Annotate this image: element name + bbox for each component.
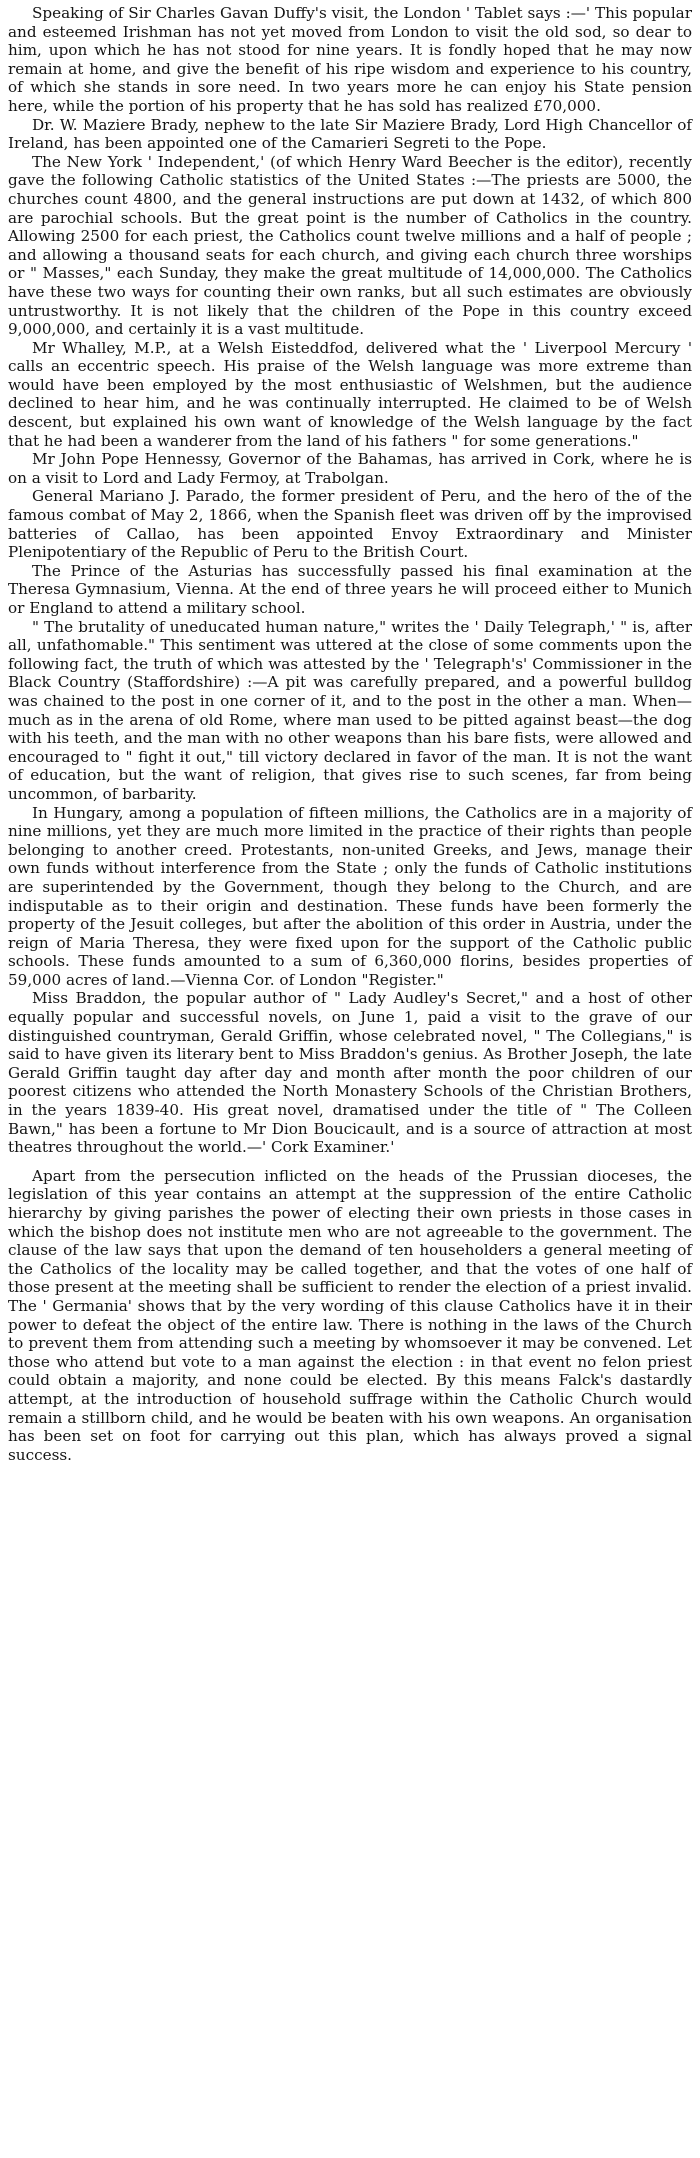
section-gap <box>8 1157 692 1167</box>
paragraph-hungary-catholics: In Hungary, among a population of fifteen millions, the Catholics are in a majority of nine millions, yet they are much more limited in the practice of their rights than people belonging to another creed. Protestants, non-united Greeks, and Jews, manage their own funds without interference from the State ; only the funds of Catholic institutions are superintended by the Government, though they belong to the Church, and are indisputable as to their origin and destination. These funds have been formerly the property of the Jesuit colleges, but after the abolition of this order in Austria, under the reign of Maria Theresa, they were fixed upon for the support of the Catholic public schools. These funds amounted to a sum of 6,360,000 florins, besides properties of 59,000 acres of land.—Vienna Cor. of London "Register." <box>8 803 692 989</box>
paragraph-brutality: " The brutality of uneducated human nature," writes the ' Daily Telegraph,' " is, after all, unfathomable." This sentiment was uttered at the close of some comments upon the following fact, the truth of which was attested by the ' Telegraph's' Commissioner in the Black Country (Staffordshire) :—A pit was carefully prepared, and a powerful bulldog was chained to the post in one corner of it, and to the post in the other a man. When—much as in the arena of old Rome, where man used to be pitted against beast—the dog with his teeth, and the man with no other weapons than his bare fists, were allowed and encouraged to " fight it out," till victory declared in favor of the man. It is not the want of education, but the want of religion, that gives rise to such scenes, far from being uncommon, of barbarity. <box>8 617 692 803</box>
paragraph-whalley-speech: Mr Whalley, M.P., at a Welsh Eisteddfod, delivered what the ' Liverpool Mercury ' calls an eccentric speech. His praise of the Welsh language was more extreme than would have been employed by the most enthusiastic of Welshmen, but the audience declined to hear him, and he was continually interrupted. He claimed to be of Welsh descent, but explained his own want of knowledge of the Welsh language by the fact that he had been a wanderer from the land of his fathers " for some generations." <box>8 338 692 450</box>
paragraph-prince-asturias: The Prince of the Asturias has successfully passed his final examination at the Theresa Gymnasium, Vienna. At the end of three years he will proceed either to Munich or England to attend a military school. <box>8 561 692 617</box>
paragraph-parado-envoy: General Mariano J. Parado, the former president of Peru, and the hero of the of the famous combat of May 2, 1866, when the Spanish fleet was driven off by the improvised batteries of Callao, has been appointed Envoy Extraordinary and Minister Plenipotentiary of the Republic of Peru to the British Court. <box>8 487 692 562</box>
paragraph-pope-hennessy: Mr John Pope Hennessy, Governor of the Bahamas, has arrived in Cork, where he is on a visit to Lord and Lady Fermoy, at Trabolgan. <box>8 450 692 487</box>
paragraph-miss-braddon: Miss Braddon, the popular author of " Lady Audley's Secret," and a host of other equally popular and successful novels, on June 1, paid a visit to the grave of our distinguished countryman, Gerald Griffin, whose celebrated novel, " The Collegians," is said to have given its literary bent to Miss Braddon's genius. As Brother Joseph, the late Gerald Griffin taught day after day and month after month the poor children of our poorest citizens who attended the North Monastery Schools of the Christian Brothers, in the years 1839-40. His great novel, dramatised under the title of " The Colleen Bawn," has been a fortune to Mr Dion Boucicault, and is a source of attraction at most theatres throughout the world.—' Cork Examiner.' <box>8 989 692 1157</box>
paragraph-duffy-visit: Speaking of Sir Charles Gavan Duffy's visit, the London ' Tablet says :—' This popular and esteemed Irishman has not yet moved from London to visit the old sod, so dear to him, upon which he has not stood for nine years. It is fondly hoped that he may now remain at home, and give the benefit of his ripe wisdom and experience to his country, of which she stands in sore need. In two years more he can enjoy his State pension here, while the portion of his property that he has sold has realized £70,000. <box>8 4 692 115</box>
paragraph-catholic-statistics: The New York ' Independent,' (of which Henry Ward Beecher is the editor), recently gave the following Catholic statistics of the United States :—The priests are 5000, the churches count 4800, and the general instructions are put down at 1432, of which 800 are parochial schools. But the great point is the number of Catholics in the country. Allowing 2500 for each priest, the Catholics count twelve millions and a half of people ; and allowing a thousand seats for each church, and giving each church three worships or " Masses," each Sunday, they make the great multitude of 14,000,000. The Catholics have these two ways for counting their own ranks, but all such estimates are obviously untrustworthy. It is not likely that the children of the Pope in this country exceed 9,000,000, and certainly it is a vast multitude. <box>8 152 692 339</box>
paragraph-prussian-dioceses: Apart from the persecution inflicted on the heads of the Prussian dioceses, the legislation of this year contains an attempt at the suppression of the entire Catholic hierarchy by giving parishes the power of electing their own priests in those cases in which the bishop does not institute men who are not agreeable to the government. The clause of the law says that upon the demand of ten householders a general meeting of the Catholics of the locality may be called together, and that the votes of one half of those present at the meeting shall be sufficient to render the election of a priest invalid. The ' Germania' shows that by the very wording of this clause Catholics have it in their power to defeat the object of the entire law. There is nothing in the laws of the Church to prevent them from attending such a meeting by whomsoever it may be convened. Let those who attend but vote to a man against the election : in that event no felon priest could obtain a majority, and none could be elected. By this means Falck's dastardly attempt, at the introduction of household suffrage within the Catholic Church would remain a stillborn child, and he would be beaten with his own weapons. An organisation has been set on foot for carrying out this plan, which has always proved a signal success. <box>8 1166 692 1464</box>
paragraph-maziere-brady: Dr. W. Maziere Brady, nephew to the late Sir Maziere Brady, Lord High Chancellor of Ireland, has been appointed one of the Camarieri Segreti to the Pope. <box>8 115 692 153</box>
